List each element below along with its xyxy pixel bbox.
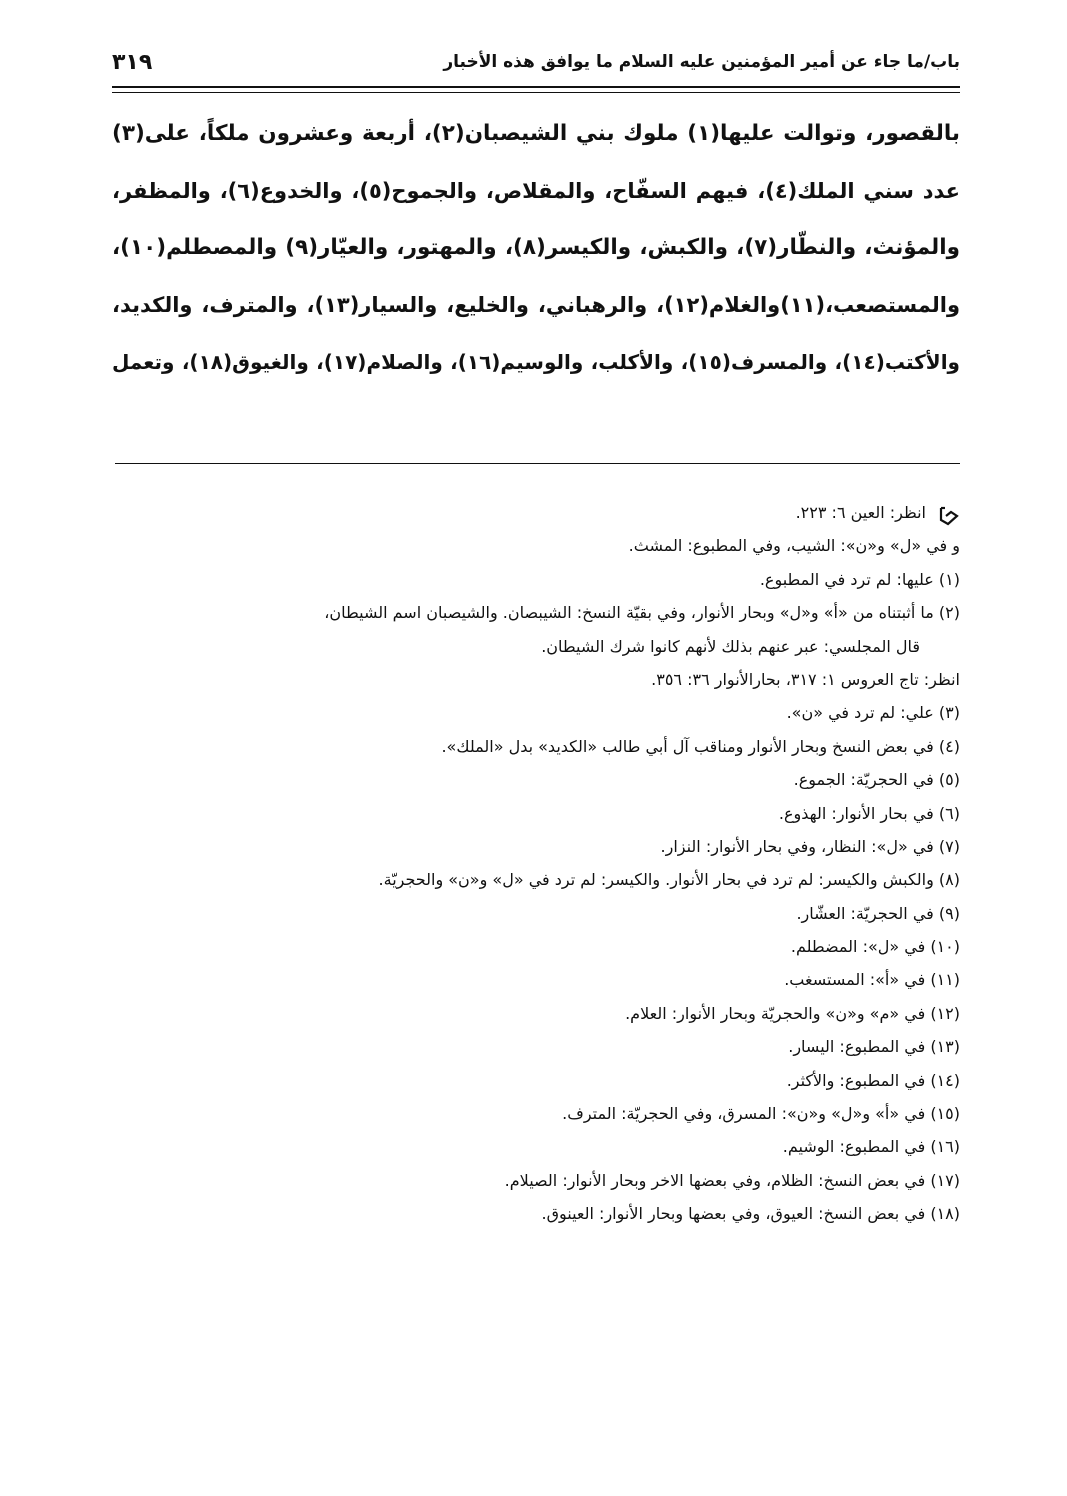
footnotes: [112, 496, 960, 1231]
footnote-line: (١٢) في «م» و«ن» والحجريّة وبحار الأنوار: العلام.: [625, 1003, 960, 1023]
footnote-line: (٦) في بحار الأنوار: الهذوع.: [778, 803, 960, 823]
text-line: عدد سني الملك(٤)، فيهم السفّاح، والمقلاص، والجموح(٥)، والخدوع(٦)، والمظفر،: [112, 179, 960, 203]
text-line: والأكتب(١٤)، والمسرف(١٥)، والأكلب، والوسيم(١٦)، والصلام(١٧)، والغيوق(١٨)، وتعمل: [112, 350, 960, 374]
footnote-line: (٨) والكبش والكيسر: لم ترد في بحار الأنوار. والكيسر: لم ترد في «ل» و«ن» والحجريّة.: [378, 870, 960, 890]
main-text: [112, 112, 960, 397]
footnote-line: (٤) في بعض النسخ وبحار الأنوار ومناقب آل أبي طالب «الكديد» بدل «الملك».: [441, 736, 960, 756]
footnote-separator: [115, 463, 960, 464]
footnote-line: (١١) في «أ»: المستسغب.: [784, 970, 960, 990]
footnote-line: (١٤) في المطبوع: والأكثر.: [786, 1070, 960, 1090]
text-line: والمستصعب،(١١)والغلام(١٢)، والرهباني، والخليع، والسيار(١٣)، والمترف، والكديد،: [112, 293, 960, 317]
text-line: والمؤنث، والنطّار(٧)، والكبش، والكيسر(٨)، والمهتور، والعيّار(٩) والمصطلم(١٠)،: [112, 235, 960, 260]
footnote-line: (١٥) في «أ» و«ل» و«ن»: المسرق، وفي الحجريّة: المترف.: [562, 1104, 960, 1124]
footnote-line: (٢) ما أثبتناه من «أ» و«ل» وبحار الأنوار، وفي بقيّة النسخ: الشيبصان. والشيصبان اسم الشيطان،: [324, 603, 960, 623]
footnote-line: قال المجلسي: عبر عنهم بذلك لأنهم كانوا شرك الشيطان.: [541, 636, 920, 656]
footnote-line: (١٠) في «ل»: المضطلم.: [790, 937, 960, 957]
header-rule-thick: [112, 86, 960, 88]
footnote-line: (٧) في «ل»: النظار، وفي بحار الأنوار: النزار.: [660, 836, 960, 856]
text-line: بالقصور، وتوالت عليها(١) ملوك بني الشيصبان(٢)، أربعة وعشرون ملكاً، على(٣): [112, 121, 960, 146]
footnote-line: انظر: تاج العروس ١: ٣١٧، بحارالأنوار ٣٦: ٣٥٦.: [651, 669, 960, 689]
footnote-line: (٣) علي: لم ترد في «ن».: [786, 703, 960, 723]
header-rule-thin: [112, 92, 960, 93]
running-title: باب/ما جاء عن أمير المؤمنين عليه السلام ما يوافق هذه الأخبار: [443, 52, 960, 72]
footnote-line: (٩) في الحجريّة: العشّار.: [796, 903, 960, 923]
footnote-line: (١٦) في المطبوع: الوشيم.: [782, 1137, 960, 1157]
footnote-line: و في «ل» و«ن»: الشيب، وفي المطبوع: المشث.: [628, 536, 960, 556]
bookmark-icon: [938, 504, 960, 524]
footnote-line: (١) عليها: لم ترد في المطبوع.: [759, 569, 960, 589]
footnote-line: (١٨) في بعض النسخ: العيوق، وفي بعضها وبحار الأنوار: العينوق.: [541, 1204, 960, 1224]
footnote-text: انظر: العين ٦: ٢٢٣.: [795, 503, 926, 522]
footnote-line: (١٣) في المطبوع: اليسار.: [788, 1037, 960, 1057]
footnote-line: (٥) في الحجريّة: الجموع.: [793, 770, 960, 790]
footnote-line: [112, 496, 960, 529]
page-header: [112, 46, 960, 82]
page-number: ٣١٩: [112, 50, 153, 75]
footnote-line: (١٧) في بعض النسخ: الظلام، وفي بعضها الاخر وبحار الأنوار: الصيلام.: [504, 1170, 960, 1190]
